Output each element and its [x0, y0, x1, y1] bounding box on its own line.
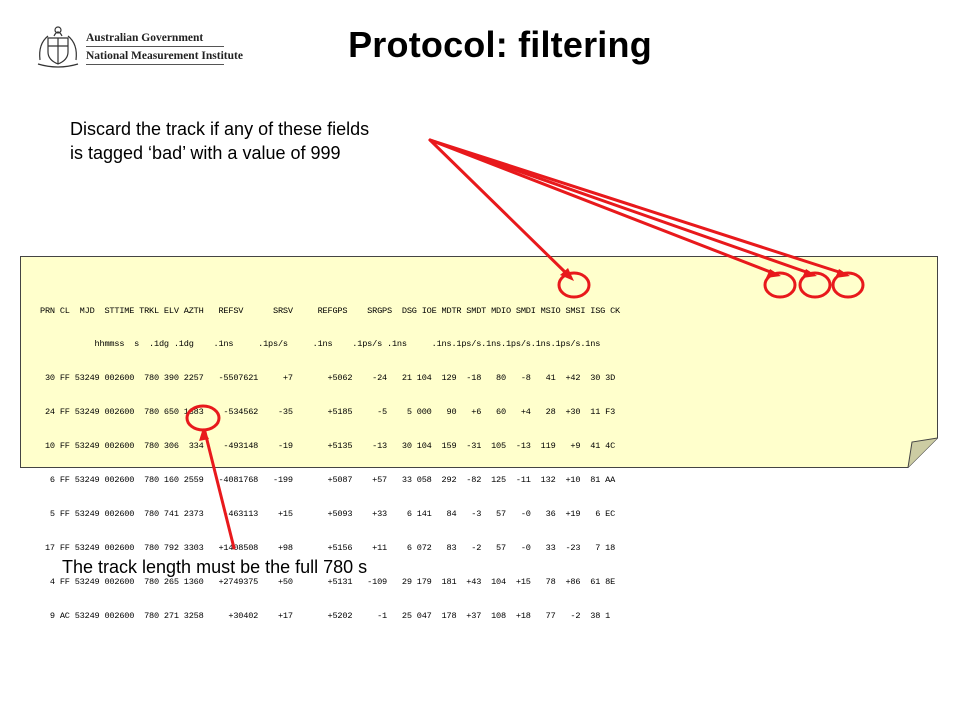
table-row: 4 FF 53249 002600 780 265 1360 +2749375 +50 +5131 -109 29 179 181 +43 104 +15 78 +86 61 8E — [40, 576, 616, 587]
logo-text-government: Australian Government — [86, 32, 204, 44]
table-row: 10 FF 53249 002600 780 306 334 -493148 -19 +5135 -13 30 104 159 -31 105 -13 119 +9 41 4C — [40, 441, 616, 452]
coat-of-arms-icon — [34, 24, 82, 70]
arrow-line — [430, 140, 842, 273]
table-units: hhmmss s .1dg .1dg .1ns .1ps/s .1ns .1ps/s .1ns .1ns.1ps/s.1ns.1ps/s.1ns.1ps/s.1ns — [40, 339, 601, 350]
page-title: Protocol: filtering — [348, 24, 652, 65]
table-row: 6 FF 53249 002600 780 160 2559 -4081768 -199 +5087 +57 33 058 292 -82 125 -11 132 +10 81 AA — [40, 475, 616, 486]
arrow-line — [430, 140, 809, 273]
logo — [34, 24, 243, 72]
arrow-line — [430, 140, 773, 273]
note-line: Discard the track if any of these fields — [70, 119, 370, 139]
table-header: PRN CL MJD STTIME TRKL ELV AZTH REFSV SRSV REFGPS SRGPS DSG IOE MDTR SMDT MDIO SMDI MSIO SMSI ISG CK — [40, 305, 620, 316]
logo-text-institute: National Measurement Institute — [86, 50, 243, 62]
table-row: 17 FF 53249 002600 780 792 3303 +1408508 +98 +5156 +11 6 072 83 -2 57 -0 33 -23 7 18 — [40, 542, 616, 553]
table-row: 24 FF 53249 002600 780 650 1383 -534562 -35 +5185 -5 5 000 90 +6 60 +4 28 +30 11 F3 — [40, 407, 616, 418]
logo-divider — [86, 64, 224, 65]
table-row: 30 FF 53249 002600 780 390 2257 -5507621 +7 +5062 -24 21 104 129 -18 80 -8 41 +42 30 3D — [40, 373, 616, 384]
note-line: is tagged ‘bad’ with a value of 999 — [70, 143, 341, 163]
note-track-length: The track length must be the full 780 s — [62, 557, 368, 577]
table-row: 9 AC 53249 002600 780 271 3258 +30402 +17 +5202 -1 25 047 178 +37 108 +18 77 -2 38 1 — [40, 610, 611, 621]
table-row: 5 FF 53249 002600 780 741 2373 -463113 +15 +5093 +33 6 141 84 -3 57 -0 36 +19 6 EC — [40, 508, 616, 519]
note-discard-fields — [70, 117, 369, 165]
arrow-line — [430, 140, 567, 274]
cggtts-data-table — [40, 283, 620, 633]
logo-divider — [86, 46, 224, 47]
